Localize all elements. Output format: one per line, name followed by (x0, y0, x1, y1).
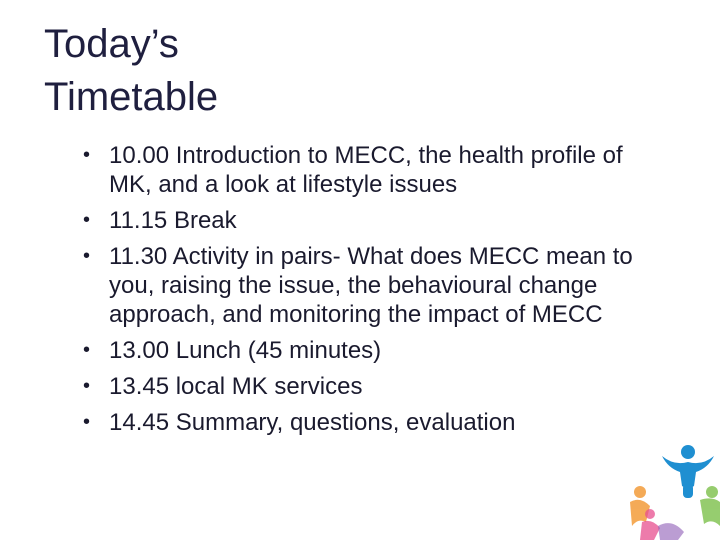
agenda-item (80, 336, 650, 365)
agenda-item-text: 10.00 Introduction to MECC, the health profile of MK, and a look at lifestyle issues (109, 142, 623, 198)
agenda-item (80, 206, 650, 235)
orange-figure-icon (630, 486, 650, 526)
bullet-icon: • (83, 375, 91, 397)
green-figure-icon (700, 486, 720, 526)
purple-figure-icon (658, 523, 684, 540)
bullet-icon: • (83, 411, 91, 433)
agenda-item-text: 13.00 Lunch (45 minutes) (109, 337, 382, 364)
bullet-icon: • (83, 209, 91, 231)
agenda-item-text: 13.45 local MK services (109, 373, 363, 400)
bullet-icon: • (83, 339, 91, 361)
title-line-2: Timetable (44, 75, 219, 119)
slide-title (44, 18, 218, 124)
agenda-item-text: 14.45 Summary, questions, evaluation (109, 409, 516, 436)
agenda-list (80, 141, 650, 444)
bullet-icon: • (83, 144, 91, 166)
agenda-item (80, 372, 650, 401)
agenda-item (80, 141, 650, 199)
agenda-item-text: 11.30 Activity in pairs- What does MECC mean to you, raising the issue, the behavioural change approach, and monitoring the impact of MECC (109, 243, 633, 328)
agenda-item (80, 408, 650, 437)
blue-figure-icon (662, 445, 714, 498)
title-line-1: Today’s (44, 22, 179, 66)
agenda-item-text: 11.15 Break (109, 207, 237, 234)
bullet-icon: • (83, 245, 91, 267)
people-logo-icon (628, 422, 720, 540)
agenda-item (80, 242, 650, 329)
